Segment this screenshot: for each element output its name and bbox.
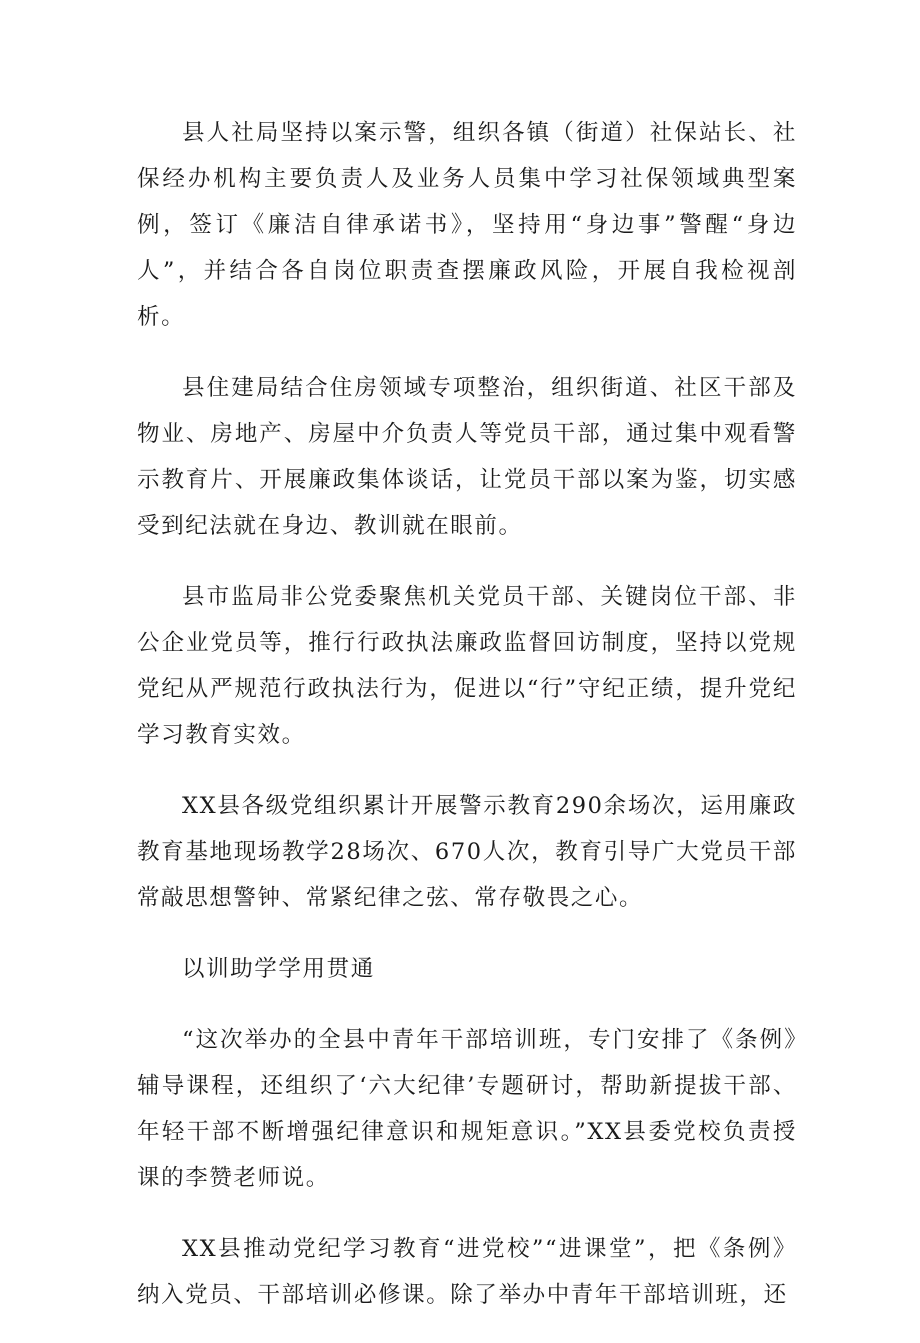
paragraph-hr-bureau: 县人社局坚持以案示警，组织各镇（街道）社保站长、社保经办机构主要负责人及业务人员集中学习社保领域典型案例，签订《廉洁自律承诺书》，坚持用“身边事”警醒“身边人”，并结合各自岗位职责查摆廉政风险，开展自我检视剖析。 xyxy=(137,120,797,330)
document-body xyxy=(137,110,797,1343)
paragraph-party-school-quote: “这次举办的全县中青年干部培训班，专门安排了《条例》辅导课程，还组织了‘六大纪律’专题研讨，帮助新提拔干部、年轻干部不断增强纪律意识和规矩意识。”XX县委党校负责授课的李赞老师说。 xyxy=(137,1027,797,1191)
paragraph-warning-education-stats: XX县各级党组织累计开展警示教育290余场次，运用廉政教育基地现场教学28场次、670人次，教育引导广大党员干部常敲思想警钟、常紧纪律之弦、常存敬畏之心。 xyxy=(137,793,797,911)
paragraph-party-school-courses: XX县推动党纪学习教育“进党校”“进课堂”，把《条例》纳入党员、干部培训必修课。除了举办中青年干部培训班，还 xyxy=(137,1236,797,1308)
section-heading: 以训助学学用贯通 xyxy=(182,956,375,982)
paragraph-market-supervision: 县市监局非公党委聚焦机关党员干部、关键岗位干部、非公企业党员等，推行行政执法廉政监督回访制度，坚持以党规党纪从严规范行政执法行为，促进以“行”守纪正绩，提升党纪学习教育实效。 xyxy=(137,584,797,748)
paragraph-housing-bureau: 县住建局结合住房领域专项整治，组织街道、社区干部及物业、房地产、房屋中介负责人等党员干部，通过集中观看警示教育片、开展廉政集体谈话，让党员干部以案为鉴，切实感受到纪法就在身边、教训就在眼前。 xyxy=(137,375,797,539)
